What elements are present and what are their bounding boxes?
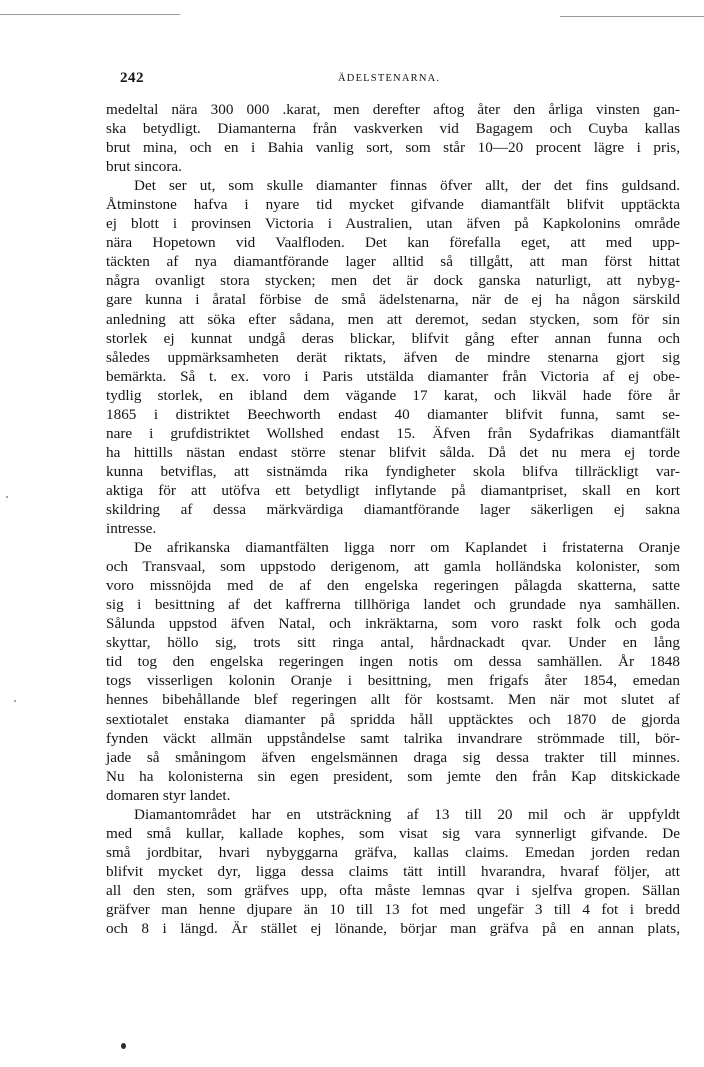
- text-line: voro missnöjda med de af den engelska regeringen pålagda skatterna, satte: [106, 577, 680, 595]
- text-line: ska betydligt. Diamanterna från vaskverken vid Bagagem och Cuyba kallas: [106, 120, 680, 138]
- body-text: [106, 100, 680, 938]
- text-line: skildring af dessa märkvärdiga diamantförande lager säkerligen ej sakna: [106, 500, 680, 518]
- text-line: 1865 i distriktet Beechworth endast 40 diamanter blifvit funna, samt se-: [106, 405, 680, 423]
- text-line: tydlig storlek, en ibland dem vägande 17 karat, och likväl hade före år: [106, 386, 680, 404]
- text-line: Åtminstone hafva i nyare tid mycket gifvande diamantfält blifvit upptäckta: [106, 196, 680, 214]
- text-line: aktiga för att utöfva ett betydligt inflytande på diamantpriset, skall en kort: [106, 481, 680, 499]
- text-line: brut mina, och en i Bahia vanlig sort, som står 10—20 procent lägre i pris,: [106, 139, 680, 157]
- text-line: togs visserligen kolonin Oranje i besittning, men frigafs åter 1854, emedan: [106, 672, 680, 690]
- text-line: med små kullar, kallade kophes, som visat sig vara synnerligt gifvande. De: [106, 824, 680, 842]
- ink-speck: [121, 1043, 126, 1049]
- page-number: 242: [120, 70, 144, 86]
- page-header: [106, 70, 686, 90]
- text-line: och 8 i längd. Är stället ej lönande, börjar man gräfva på en annan plats,: [106, 920, 680, 938]
- text-line: gräfver man henne djupare än 10 till 13 fot med ungefär 3 till 4 fot i bredd: [106, 900, 680, 918]
- text-line: storlek ej kunnat undgå deras blickar, blifvit gång efter annan funna och: [106, 329, 680, 347]
- ink-speck: [14, 700, 16, 702]
- text-line: Nu ha kolonisterna sin egen president, som jemte den från Kap ditskickade: [106, 767, 680, 785]
- text-line: all den sten, som gräfves upp, ofta måste lemnas qvar i sjelfva gropen. Sällan: [106, 881, 680, 899]
- text-line: jade så småningom äfven engelsmännen draga sig dessa trakter till minnes.: [106, 748, 680, 766]
- text-line: medeltal nära 300 000 .karat, men derefter aftog åter den årliga vinsten gan-: [106, 101, 680, 118]
- text-line: domaren styr landet.: [106, 786, 231, 804]
- text-line: skyttar, höllo sig, trots sitt ringa antal, hårdnackadt qvar. Under en lång: [106, 634, 680, 652]
- text-line: täckten af nya diamantförande lager alltid så tillgått, att man först hittat: [106, 253, 680, 271]
- text-line: tid tog den engelska regeringen ingen notis om dessa samhällen. År 1848: [106, 653, 680, 671]
- text-line: och Transvaal, som uppstodo derigenom, att gamla holländska kolonister, som: [106, 558, 680, 576]
- text-line: intresse.: [106, 520, 157, 538]
- scan-edge-line: [0, 14, 180, 15]
- text-line: sig i besittning af det kaffrerna tillhöriga landet och grundade nya samhällen.: [106, 596, 680, 614]
- text-line: små jordbitar, hvari nybyggarna gräfva, kallas claims. Emedan jorden redan: [106, 843, 680, 861]
- running-title: ÄDELSTENARNA.: [338, 73, 441, 84]
- text-line: Sålunda uppstod äfven Natal, och inkräktarna, som voro raskt folk och goda: [106, 615, 680, 633]
- text-line: sextiotalet enstaka diamanter på spridda håll upptäcktes och 1870 de gjorda: [106, 710, 680, 728]
- text-line: ej blott i provinsen Victoria i Australien, utan äfven på Kapkolonins område: [106, 215, 680, 233]
- text-line: blifvit mycket dyr, ligga dessa claims tätt intill hvarandra, hvaraf följer, att: [106, 862, 680, 880]
- text-line: fynden väckt allmän uppståndelse samt talrika invandrare strömmade till, bör-: [106, 729, 680, 747]
- text-line: anledning att söka efter sådana, men att deremot, sedan stycken, som för sin: [106, 310, 680, 328]
- text-line: några ovanligt stora styckеn; men det är dock ganska naturligt, att nybyg-: [106, 272, 680, 290]
- text-line: nära Hopetown vid Vaalfloden. Det kan förefalla eget, att med upp-: [106, 234, 680, 252]
- text-line: ha hittills nästan endast större stenar blifvit sålda. Då det nu mera ej torde: [106, 443, 680, 461]
- scan-edge-line: [560, 16, 704, 17]
- text-line: brut sincora.: [106, 158, 182, 176]
- text-line: kunna betviflas, att sistnämda rika fyndigheter skola blifva tillräckligt var-: [106, 462, 680, 480]
- text-line: nare i grufdistriktet Wollshed endast 15. Äfven från Sydafrikas diamantfält: [106, 424, 680, 442]
- text-line: De afrikanska diamantfälten ligga norr om Kaplandet i fristaterna Oranje: [134, 539, 680, 557]
- text-line: således uppmärksamheten derät riktats, äfven de mindre stenarna gjort sig: [106, 348, 680, 366]
- text-line: Det ser ut, som skulle diamanter finnas öfver allt, der det fins guldsand.: [134, 177, 680, 195]
- text-line: hennes bibehållande blef regeringen allt för kostsamt. Men när mot slutet af: [106, 691, 680, 709]
- ink-speck: [6, 496, 8, 498]
- text-line: Diamantområdet har en utsträckning af 13 till 20 mil och är uppfyldt: [134, 805, 680, 823]
- text-line: bemärkta. Så t. ex. voro i Paris utstälda diamanter från Victoria af ej obe-: [106, 367, 680, 385]
- text-line: gare kunna i åratal förbise de små ädelstenarna, när de ej ha någon särskild: [106, 291, 680, 309]
